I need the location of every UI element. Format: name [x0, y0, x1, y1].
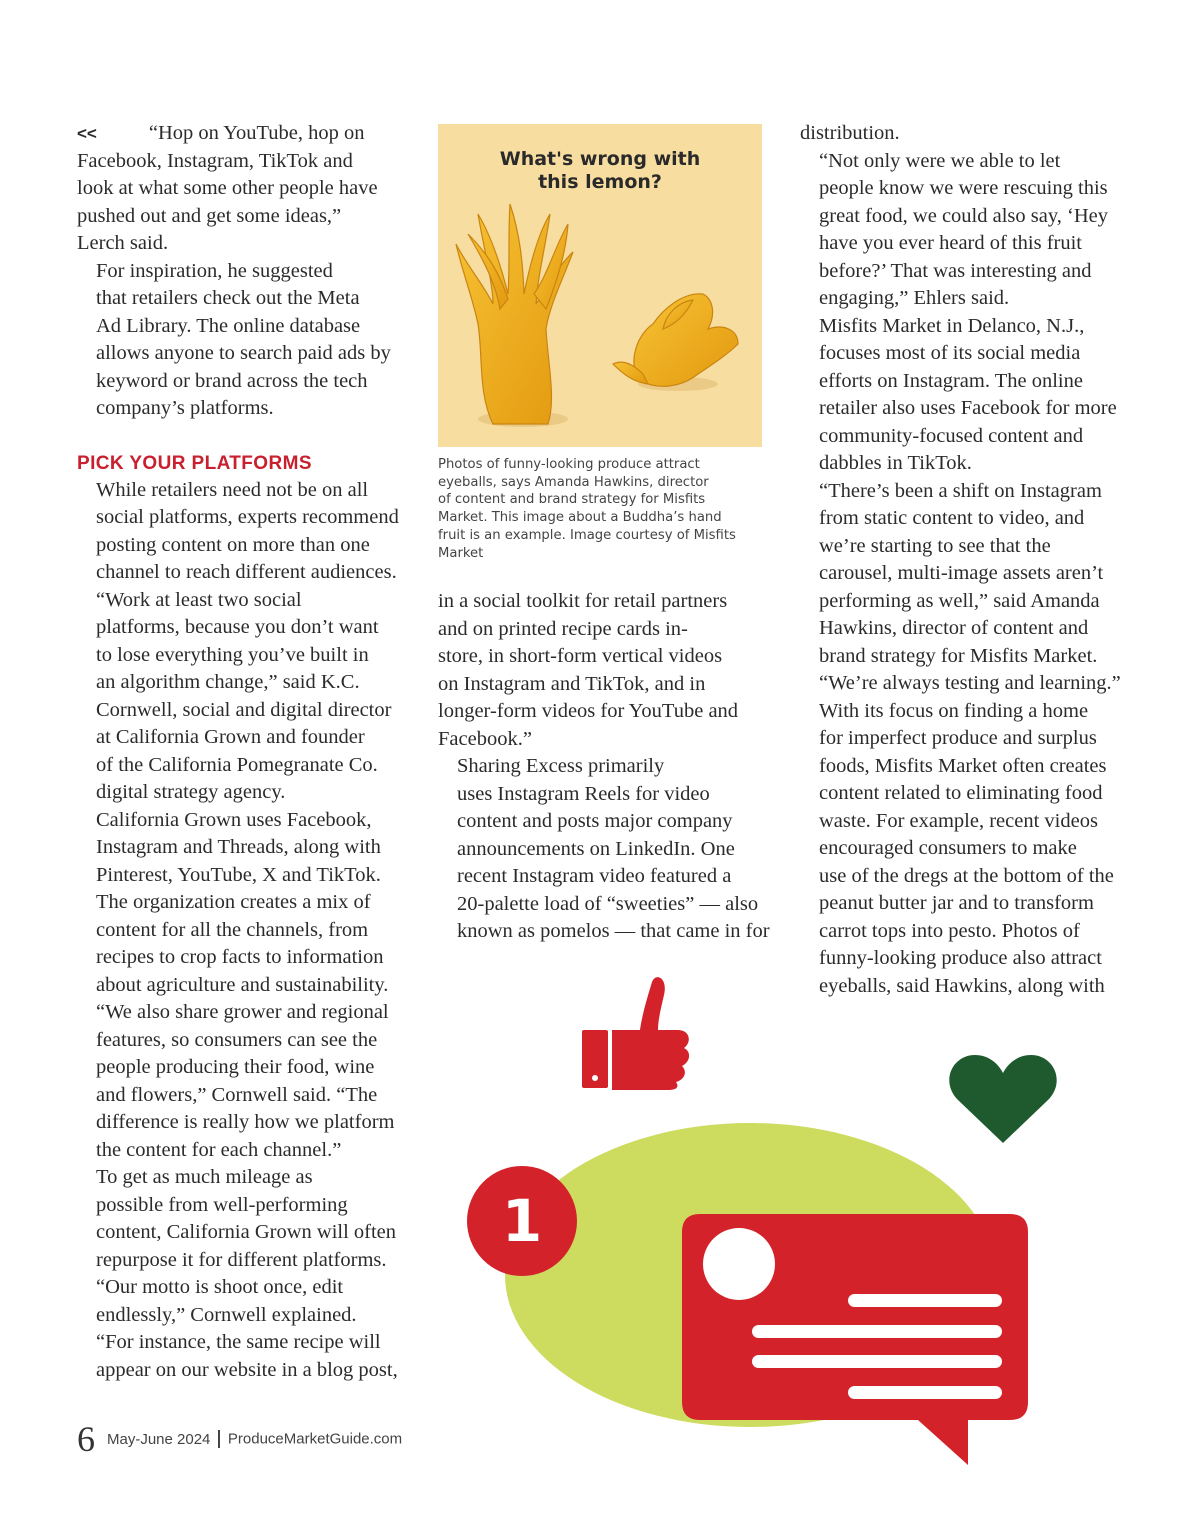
text-line: people producing their food, wine — [96, 1056, 375, 1078]
text-line: features, so consumers can see the — [96, 1028, 378, 1051]
avatar-placeholder-icon — [703, 1228, 775, 1300]
paragraph — [438, 753, 768, 946]
continued-marker: << — [77, 124, 97, 143]
paragraph — [77, 807, 422, 1000]
text-line: Market. This image about a Buddha’s hand — [438, 510, 722, 526]
text-line: To get as much mileage as — [96, 1166, 313, 1188]
page-number: 6 — [77, 1419, 95, 1459]
text-line: an algorithm change,” said K.C. — [96, 671, 360, 693]
text-line: content and posts major company — [457, 810, 733, 832]
text-line: difference is really how we platform — [96, 1111, 395, 1133]
text-line: “We’re always testing and learning.” — [819, 672, 1121, 694]
buddhas-hand-photo — [438, 124, 762, 447]
text-line: uses Instagram Reels for video — [457, 782, 710, 805]
text-line: platforms, because you don’t want — [96, 616, 379, 638]
photo-caption — [438, 456, 768, 562]
column-1 — [77, 120, 422, 1384]
text-line: from static content to video, and — [819, 507, 1085, 529]
text-line: Facebook.” — [438, 727, 532, 750]
text-line: carrot tops into pesto. Photos of — [819, 919, 1080, 942]
text-line: focuses most of its social media — [819, 342, 1081, 364]
message-card-icon — [682, 1214, 1028, 1465]
buddhas-hand-fruit-image — [438, 124, 762, 447]
paragraph — [77, 258, 422, 423]
text-line: For inspiration, he suggested — [96, 259, 333, 282]
heart-icon — [949, 1055, 1056, 1143]
text-line: about agriculture and sustainability. — [96, 973, 389, 996]
thumbs-up-icon — [582, 977, 689, 1090]
text-line: of the California Pomegranate Co. — [96, 753, 378, 776]
text-line: eyeballs, said Hawkins, along with — [819, 974, 1105, 997]
text-line: “Hop on YouTube, hop on — [148, 122, 365, 144]
text-line: “There’s been a shift on Instagram — [819, 479, 1102, 502]
footer-issue: May-June 2024 — [107, 1430, 211, 1448]
text-line: content, California Grown will often — [96, 1221, 397, 1243]
text-line: the content for each channel.” — [96, 1138, 342, 1161]
text-line: of content and brand strategy for Misfits — [438, 492, 706, 508]
text-line: With its focus on finding a home — [819, 699, 1089, 722]
text-line: Market — [438, 545, 484, 561]
paragraph — [438, 588, 768, 753]
text-line: performing as well,” said Amanda — [819, 589, 1100, 612]
text-line: and on printed recipe cards in- — [438, 617, 688, 640]
paragraph — [77, 120, 422, 258]
text-line: “Our motto is shoot once, edit — [96, 1276, 344, 1298]
text-line: repurpose it for different platforms. — [96, 1248, 387, 1271]
text-line: 20-palette load of “sweeties” — also — [457, 892, 759, 915]
text-line: digital strategy agency. — [96, 781, 286, 803]
column-3 — [800, 120, 1140, 1000]
text-line: look at what some other people have — [77, 177, 378, 199]
column-2 — [438, 588, 768, 946]
text-line: Facebook, Instagram, TikTok and — [77, 149, 353, 172]
text-line: “Work at least two social — [96, 588, 302, 611]
text-line: Misfits Market in Delanco, N.J., — [819, 314, 1085, 337]
text-line: to lose everything you’ve built in — [96, 643, 369, 666]
text-line: Lerch said. — [77, 232, 169, 254]
paragraph — [800, 313, 1140, 478]
text-line: Hawkins, director of content and — [819, 617, 1089, 639]
text-line: longer-form videos for YouTube and — [438, 700, 739, 722]
footer-site-link[interactable]: ProduceMarketGuide.com — [227, 1430, 403, 1448]
text-line: “We also share grower and regional — [96, 1001, 389, 1023]
text-line: While retailers need not be on all — [96, 478, 369, 501]
text-line: community-focused content and — [819, 424, 1084, 447]
text-line: encouraged consumers to make — [819, 837, 1077, 859]
paragraph — [77, 1274, 422, 1384]
footer-divider — [218, 1430, 220, 1448]
text-line: keyword or brand across the tech — [96, 369, 368, 392]
text-line: posting content on more than one — [96, 533, 370, 556]
text-line: endlessly,” Cornwell explained. — [96, 1303, 357, 1326]
text-line: on Instagram and TikTok, and in — [438, 672, 706, 695]
text-line: foods, Misfits Market often creates — [819, 754, 1107, 777]
text-line: “For instance, the same recipe will — [96, 1331, 381, 1353]
text-line: waste. For example, recent videos — [819, 809, 1098, 832]
text-line: appear on our website in a blog post, — [96, 1358, 398, 1381]
text-line: company’s platforms. — [96, 397, 274, 419]
text-line: known as pomelos — that came in for — [457, 920, 770, 942]
text-line: people know we were rescuing this — [819, 177, 1108, 199]
text-line: have you ever heard of this fruit — [819, 232, 1082, 254]
text-line: Instagram and Threads, along with — [96, 836, 381, 858]
text-line: content for all the channels, from — [96, 918, 369, 941]
text-line: for imperfect produce and surplus — [819, 727, 1097, 749]
text-line: Cornwell, social and digital director — [96, 698, 392, 721]
text-line: California Grown uses Facebook, — [96, 808, 372, 831]
text-line: this lemon? — [538, 171, 662, 193]
text-line: content related to eliminating food — [819, 782, 1103, 804]
text-line: store, in short-form vertical videos — [438, 645, 723, 667]
notification-count: 1 — [501, 1187, 543, 1255]
text-line: we’re starting to see that the — [819, 534, 1051, 557]
text-line: efforts on Instagram. The online — [819, 369, 1083, 392]
text-line: great food, we could also say, ‘Hey — [819, 204, 1108, 227]
paragraph — [77, 999, 422, 1164]
text-line: carousel, multi-image assets aren’t — [819, 562, 1104, 584]
text-line: that retailers check out the Meta — [96, 287, 360, 309]
text-line: Ad Library. The online database — [96, 314, 361, 337]
paragraph — [77, 477, 422, 587]
text-line: eyeballs, says Amanda Hawkins, director — [438, 474, 709, 490]
text-line: channel to reach different audiences. — [96, 561, 397, 583]
text-line: in a social toolkit for retail partners — [438, 590, 728, 612]
text-line: fruit is an example. Image courtesy of Misfits — [438, 527, 736, 543]
text-line: “Not only were we able to let — [819, 149, 1061, 172]
text-line: social platforms, experts recommend — [96, 506, 399, 528]
text-line: Sharing Excess primarily — [457, 755, 665, 777]
paragraph — [800, 148, 1140, 313]
text-line: Pinterest, YouTube, X and TikTok. — [96, 863, 381, 886]
text-line: The organization creates a mix of — [96, 891, 371, 913]
text-line: use of the dregs at the bottom of the — [819, 864, 1114, 887]
paragraph — [77, 587, 422, 807]
text-line: dabbles in TikTok. — [819, 452, 972, 474]
text-line: at California Grown and founder — [96, 726, 365, 748]
text-line: recipes to crop facts to information — [96, 946, 384, 968]
text-line: Photos of funny-looking produce attract — [438, 457, 700, 472]
text-line: pushed out and get some ideas,” — [77, 204, 342, 227]
paragraph — [800, 478, 1140, 698]
text-line: funny-looking produce also attract — [819, 947, 1102, 969]
paragraph — [77, 1164, 422, 1274]
text-line: distribution. — [800, 122, 900, 144]
text-line: before?’ That was interesting and — [819, 259, 1092, 282]
text-line: announcements on LinkedIn. One — [457, 837, 735, 860]
text-line: peanut butter jar and to transform — [819, 892, 1094, 914]
text-line: retailer also uses Facebook for more — [819, 397, 1117, 419]
text-line: engaging,” Ehlers said. — [819, 287, 1010, 309]
paragraph — [800, 698, 1140, 1001]
paragraph — [800, 120, 1140, 148]
text-line: What's wrong with — [499, 148, 701, 170]
page-footer — [77, 1418, 402, 1468]
text-line: possible from well-performing — [96, 1193, 348, 1216]
text-line: recent Instagram video featured a — [457, 865, 732, 887]
text-line: allows anyone to search paid ads by — [96, 342, 391, 364]
text-line: and flowers,” Cornwell said. “The — [96, 1083, 378, 1106]
text-line: brand strategy for Misfits Market. — [819, 644, 1098, 667]
section-subhead: PICK YOUR PLATFORMS — [77, 452, 312, 474]
